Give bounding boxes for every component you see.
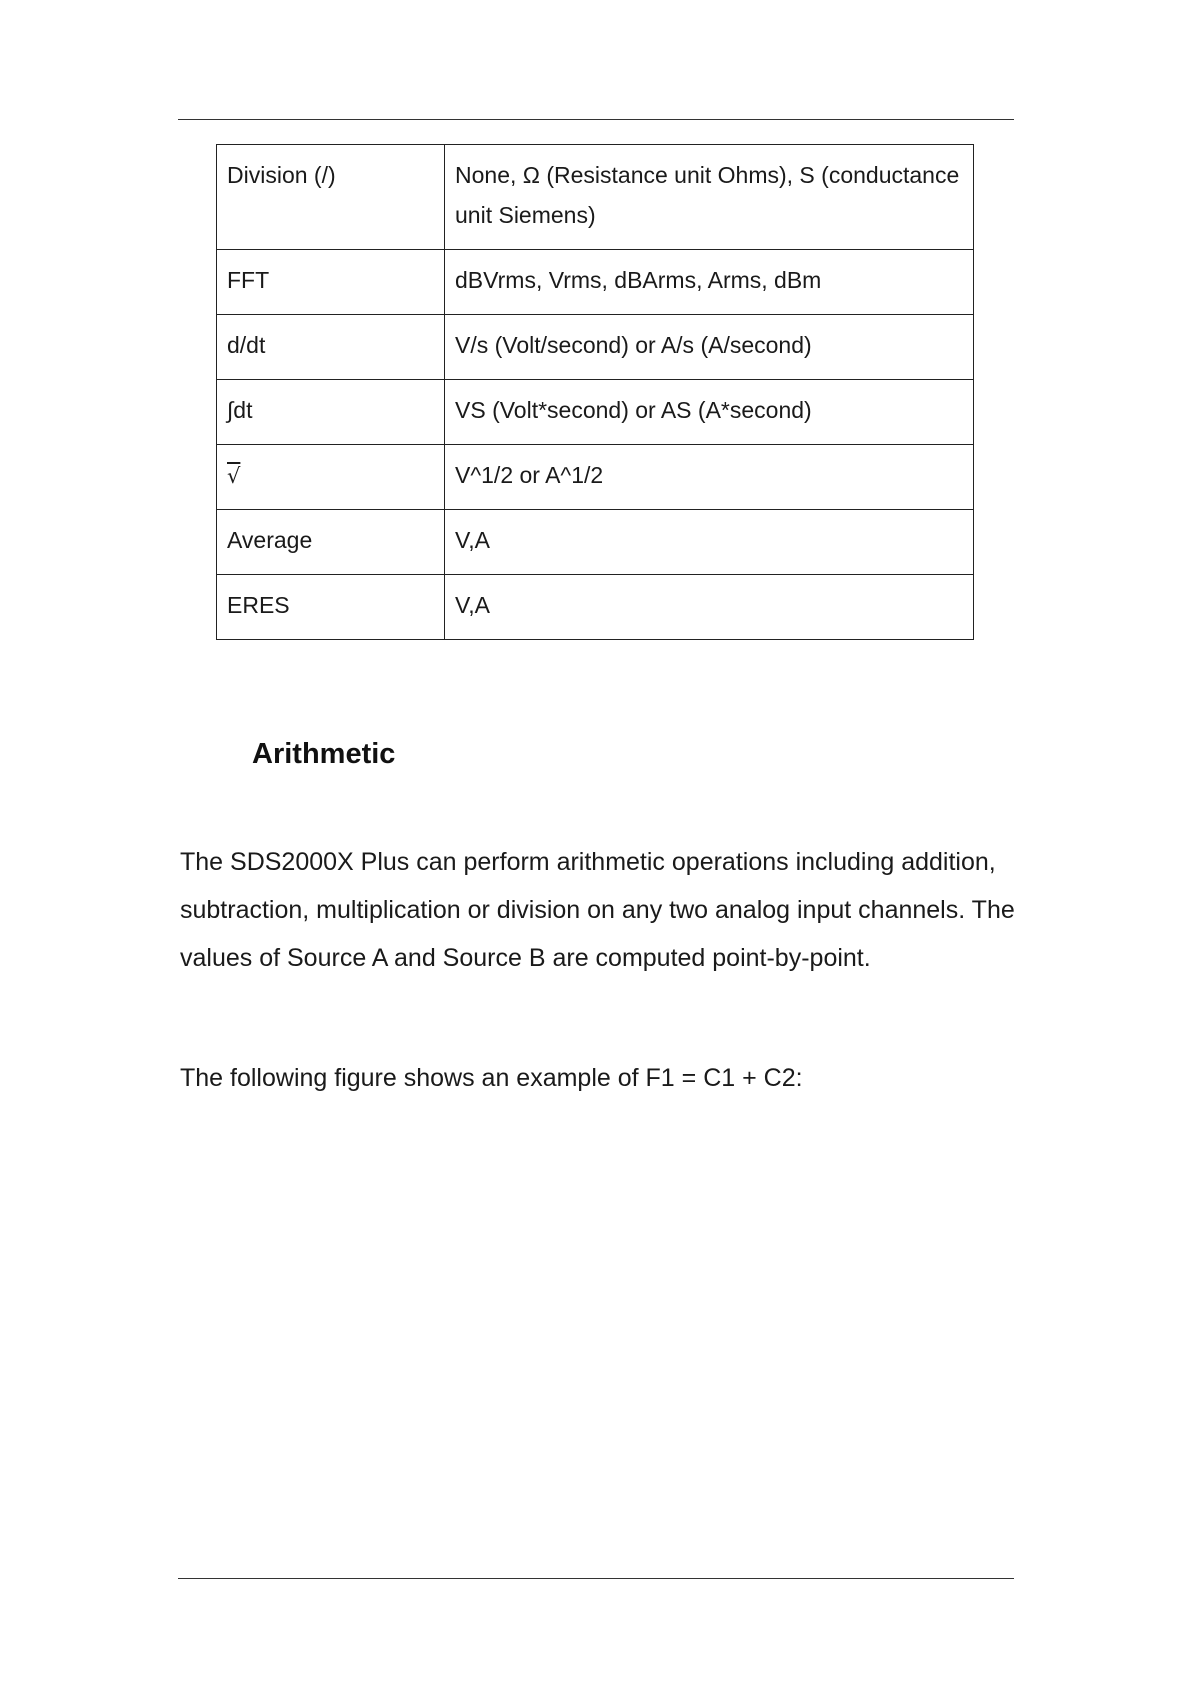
footer-rule <box>178 1578 1014 1579</box>
units-cell: V/s (Volt/second) or A/s (A/second) <box>445 315 974 380</box>
function-cell: ERES <box>217 575 445 640</box>
function-cell: d/dt <box>217 315 445 380</box>
figure-lead-paragraph: The following figure shows an example of F1 = C1 + C2: <box>180 1064 803 1092</box>
sqrt-symbol: √ <box>227 464 241 488</box>
section-heading: Arithmetic <box>252 738 396 770</box>
table-row <box>217 575 974 640</box>
table-row <box>217 380 974 445</box>
units-cell: None, Ω (Resistance unit Ohms), S (conductance unit Siemens) <box>445 145 974 250</box>
function-cell: FFT <box>217 250 445 315</box>
function-cell: Division (/) <box>217 145 445 250</box>
function-cell: ∫dt <box>217 380 445 445</box>
units-cell: VS (Volt*second) or AS (A*second) <box>445 380 974 445</box>
math-units-table <box>216 144 974 640</box>
units-cell: dBVrms, Vrms, dBArms, Arms, dBm <box>445 250 974 315</box>
table-row <box>217 445 974 510</box>
intro-paragraph: The SDS2000X Plus can perform arithmetic operations including addition, subtraction, multiplication or division on any two analog input channels. The values of Source A and Source B are computed point-by-point. <box>180 848 1015 972</box>
units-cell: V,A <box>445 510 974 575</box>
table-row <box>217 510 974 575</box>
table-row <box>217 315 974 380</box>
table-row <box>217 145 974 250</box>
function-cell <box>217 445 445 510</box>
function-cell: Average <box>217 510 445 575</box>
units-cell: V^1/2 or A^1/2 <box>445 445 974 510</box>
table-row <box>217 250 974 315</box>
header-rule <box>178 119 1014 120</box>
units-cell: V,A <box>445 575 974 640</box>
